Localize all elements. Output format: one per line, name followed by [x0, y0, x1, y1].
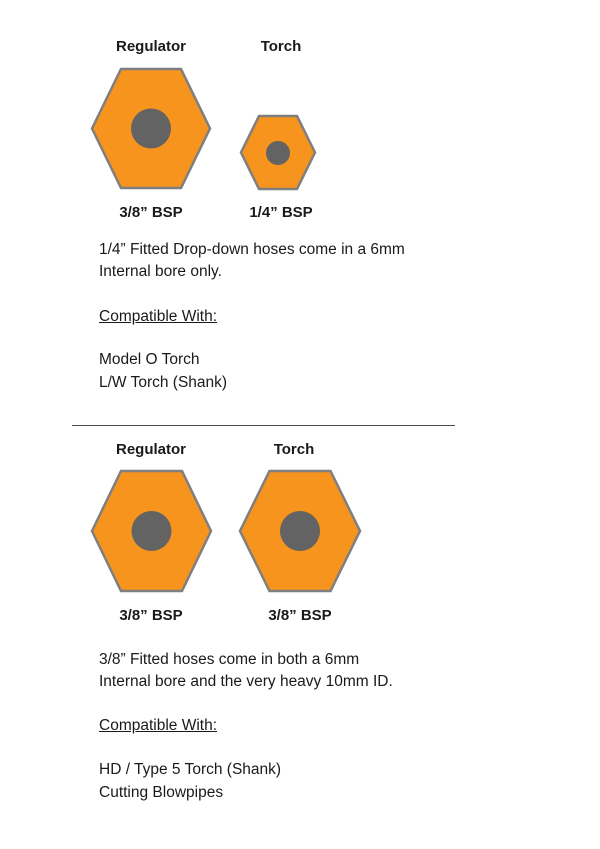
section2-torch-hexagon-icon — [239, 470, 361, 592]
bore-circle-icon — [131, 109, 171, 149]
section-divider — [72, 425, 455, 426]
section1-torch-size: 1/4” BSP — [249, 204, 313, 221]
section2-regulator-title: Regulator — [115, 441, 186, 458]
section2-torch-title: Torch — [273, 441, 315, 458]
section1-torch-title: Torch — [260, 38, 302, 55]
bore-circle-icon — [132, 511, 172, 551]
section1-compatible-heading: Compatible With: — [99, 308, 218, 325]
bore-circle-icon — [280, 511, 320, 551]
section2-torch-size: 3/8” BSP — [268, 607, 332, 624]
section2-compatible-item: Cutting Blowpipes — [99, 784, 224, 801]
section2-regulator-size: 3/8” BSP — [119, 607, 183, 624]
section2-compatible-heading: Compatible With: — [99, 717, 218, 734]
section1-description-line-2: Internal bore only. — [99, 263, 222, 280]
section1-compatible-item: L/W Torch (Shank) — [99, 374, 228, 391]
section2-description-line-1: 3/8” Fitted hoses come in both a 6mm — [99, 651, 360, 668]
section2-regulator-hexagon-icon — [91, 470, 212, 592]
section1-regulator-size: 3/8” BSP — [119, 204, 183, 221]
section1-compatible-item: Model O Torch — [99, 351, 200, 368]
section1-regulator-title: Regulator — [115, 38, 186, 55]
section2-description-line-2: Internal bore and the very heavy 10mm ID. — [99, 673, 393, 690]
section2-compatible-item: HD / Type 5 Torch (Shank) — [99, 761, 282, 778]
bore-circle-icon — [266, 141, 290, 165]
section1-torch-hexagon-icon — [240, 115, 316, 190]
section1-regulator-hexagon-icon — [91, 68, 211, 189]
section1-description-line-1: 1/4” Fitted Drop-down hoses come in a 6mm — [99, 241, 405, 258]
